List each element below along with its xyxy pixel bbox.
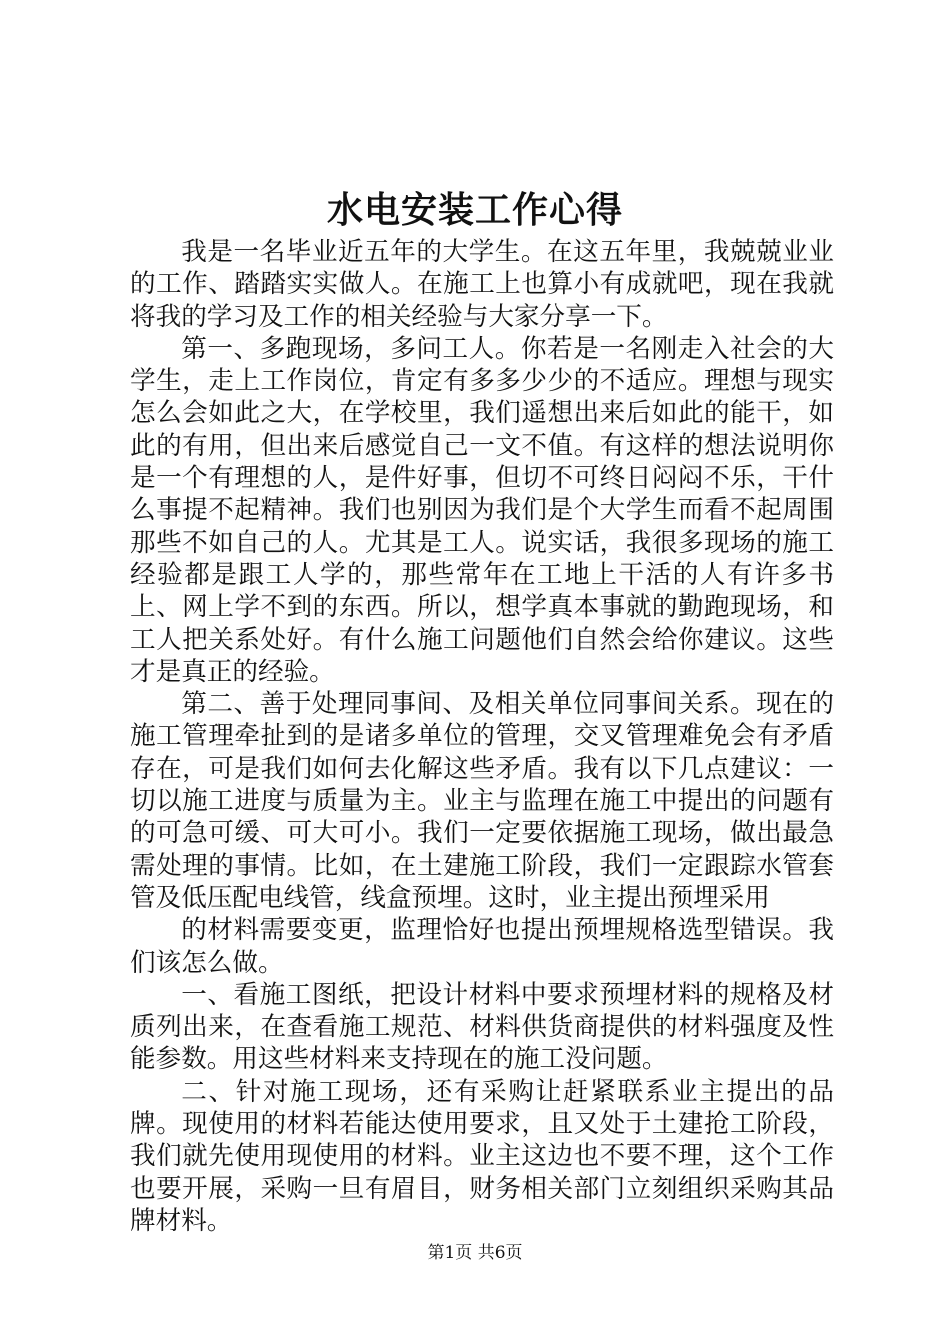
paragraph-sub-one: 一、看施工图纸，把设计材料中要求预埋材料的规格及材质列出来，在查看施工规范、材料供货商提供的材料强度及性能参数。用这些材料来支持现在的施工没问题。 bbox=[130, 979, 834, 1075]
document-title: 水电安装工作心得 bbox=[326, 189, 623, 231]
document-body bbox=[130, 236, 834, 1237]
paragraph-continuation: 的材料需要变更，监理恰好也提出预埋规格选型错误。我们该怎么做。 bbox=[130, 915, 834, 978]
page-footer: 第1页 共6页 bbox=[427, 1243, 523, 1263]
paragraph-point-two: 第二、善于处理同事间、及相关单位同事间关系。现在的施工管理牵扯到的是诸多单位的管理，交叉管理难免会有矛盾存在，可是我们如何去化解这些矛盾。我有以下几点建议：一切以施工进度与质量为主。业主与监理在施工中提出的问题有的可急可缓、可大可小。我们一定要依据施工现场，做出最急需处理的事情。比如，在土建施工阶段，我们一定跟踪水管套管及低压配电线管，线盒预埋。这时，业主提出预埋采用 bbox=[130, 689, 834, 913]
paragraph-sub-two: 二、针对施工现场，还有采购让赶紧联系业主提出的品牌。现使用的材料若能达使用要求，且又处于土建抢工阶段，我们就先使用现使用的材料。业主这边也不要不理，这个工作也要开展，采购一旦有眉目，财务相关部门立刻组织采购其品牌材料。 bbox=[130, 1076, 834, 1236]
paragraph-intro: 我是一名毕业近五年的大学生。在这五年里，我兢兢业业的工作、踏踏实实做人。在施工上也算小有成就吧，现在我就将我的学习及工作的相关经验与大家分享一下。 bbox=[130, 237, 834, 332]
paragraph-point-one: 第一、多跑现场，多问工人。你若是一名刚走入社会的大学生，走上工作岗位，肯定有多多少少的不适应。理想与现实怎么会如此之大，在学校里，我们遥想出来后如此的能干，如此的有用，但出来后感觉自己一文不值。有这样的想法说明你是一个有理想的人，是件好事，但切不可终日闷闷不乐，干什么事提不起精神。我们也别因为我们是个大学生而看不起周围那些不如自己的人。尤其是工人。说实话，我很多现场的施工经验都是跟工人学的，那些常年在工地上干活的人有许多书上、网上学不到的东西。所以，想学真本事就的勤跑现场，和工人把关系处好。有什么施工问题他们自然会给你建议。这些才是真正的经验。 bbox=[130, 333, 834, 687]
